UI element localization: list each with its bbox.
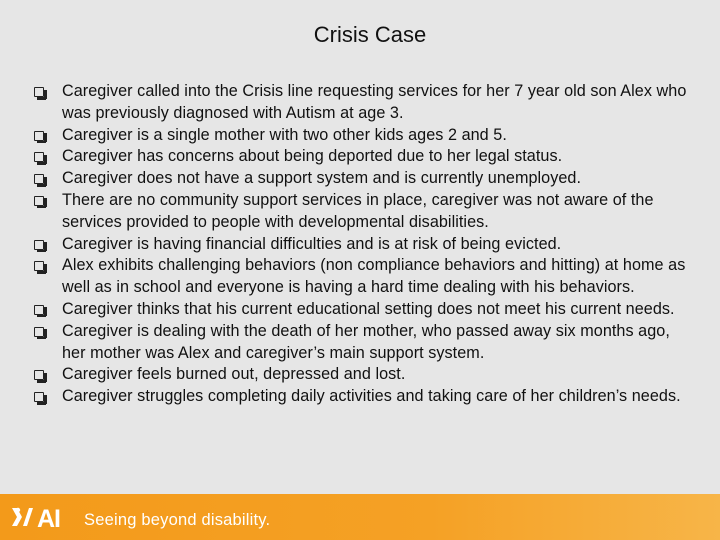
bullet-text: Caregiver has concerns about being deported due to her legal status. bbox=[62, 147, 563, 166]
checkbox-bullet-icon bbox=[34, 305, 44, 315]
checkbox-bullet-icon bbox=[34, 87, 44, 97]
list-item bbox=[0, 146, 690, 168]
checkbox-bullet-icon bbox=[34, 327, 44, 337]
bullet-text: Caregiver does not have a support system and is currently unemployed. bbox=[62, 169, 582, 188]
list-item bbox=[0, 81, 690, 125]
list-item bbox=[0, 168, 690, 190]
list-item bbox=[0, 364, 690, 386]
bullet-text: Caregiver is dealing with the death of her mother, who passed away six months ago, her mother was Alex and caregiver’s main support system. bbox=[62, 321, 670, 362]
logo-text: AI bbox=[37, 505, 60, 533]
logo bbox=[10, 506, 60, 532]
footer-bar bbox=[0, 494, 720, 540]
checkbox-bullet-icon bbox=[34, 196, 44, 206]
bullet-text: Caregiver thinks that his current educational setting does not meet his current needs. bbox=[62, 299, 675, 318]
list-item bbox=[0, 255, 690, 299]
list-item bbox=[0, 190, 690, 234]
list-item bbox=[0, 125, 690, 147]
bullet-text: Caregiver called into the Crisis line requesting services for her 7 year old son Alex who was previously diagnosed with Autism at age 3. bbox=[62, 82, 687, 122]
checkbox-bullet-icon bbox=[34, 131, 44, 141]
checkbox-bullet-icon bbox=[34, 152, 44, 162]
tagline: Seeing beyond disability. bbox=[84, 511, 271, 529]
bullet-text: There are no community support services in place, caregiver was not aware of the services provided to people with developmental disabilities. bbox=[62, 190, 654, 231]
checkbox-bullet-icon bbox=[34, 370, 44, 380]
logo-icon bbox=[10, 506, 35, 528]
slide-title: Crisis Case bbox=[313, 22, 427, 47]
bullet-text: Caregiver is a single mother with two other kids ages 2 and 5. bbox=[62, 125, 507, 144]
bullet-text: Caregiver struggles completing daily activities and taking care of her children’s needs. bbox=[62, 387, 681, 406]
bullet-text: Caregiver feels burned out, depressed and lost. bbox=[62, 365, 406, 384]
bullet-list bbox=[0, 81, 690, 408]
checkbox-bullet-icon bbox=[34, 240, 44, 250]
bullet-text: Caregiver is having financial difficulties and is at risk of being evicted. bbox=[62, 234, 562, 253]
bullet-text: Alex exhibits challenging behaviors (non compliance behaviors and hitting) at home as well as in school and everyone is having a hard time dealing with his behaviors. bbox=[62, 256, 686, 297]
list-item bbox=[0, 321, 690, 365]
checkbox-bullet-icon bbox=[34, 392, 44, 402]
list-item bbox=[0, 234, 690, 256]
list-item bbox=[0, 299, 690, 321]
list-item bbox=[0, 386, 690, 408]
checkbox-bullet-icon bbox=[34, 174, 44, 184]
checkbox-bullet-icon bbox=[34, 261, 44, 271]
